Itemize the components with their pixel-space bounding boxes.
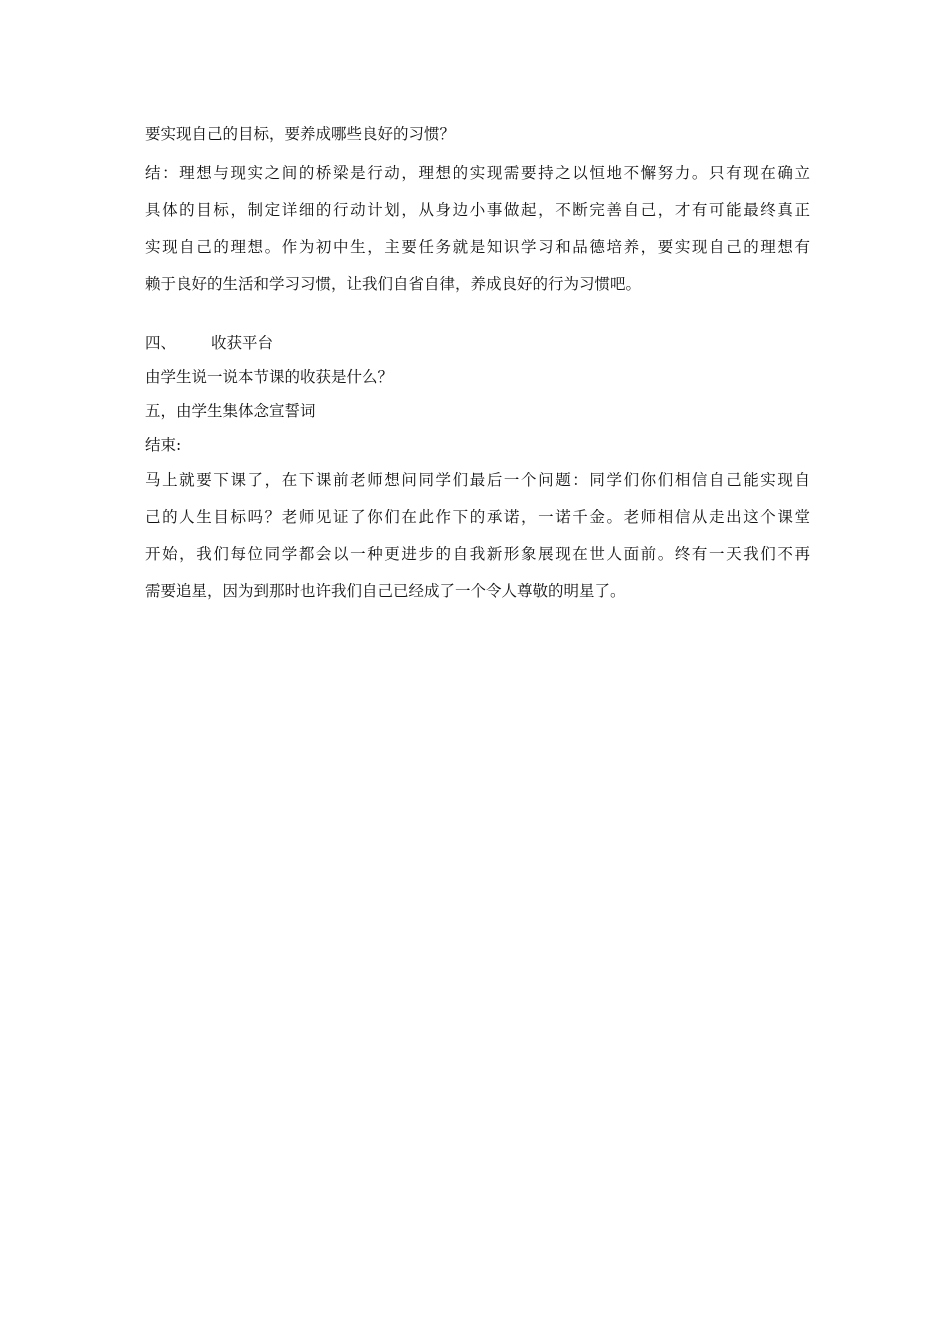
- conclusion-line: 赖于良好的生活和学习习惯，让我们自省自律，养成良好的行为习惯吧。: [145, 275, 642, 293]
- ending-label: 结束:: [145, 436, 182, 454]
- ending-line: 需要追星，因为到那时也许我们自己已经成了一个令人尊敬的明星了。: [145, 582, 626, 600]
- conclusion-line: 具体的目标，制定详细的行动计划，从身边小事做起，不断完善自己，才有可能最终真正: [145, 201, 810, 219]
- ending-paragraph: [145, 462, 810, 610]
- section-four-title: 收获平台: [211, 334, 274, 352]
- conclusion-line: 结：理想与现实之间的桥梁是行动，理想的实现需要持之以恒地不懈努力。只有现在确立: [145, 164, 810, 182]
- section-four-text: 由学生说一说本节课的收获是什么？: [145, 368, 394, 386]
- document-body: [145, 118, 810, 610]
- ending-line: 己的人生目标吗？老师见证了你们在此作下的承诺，一诺千金。老师相信从走出这个课堂: [145, 508, 810, 526]
- conclusion-line: 实现自己的理想。作为初中生，主要任务就是知识学习和品德培养，要实现自己的理想有: [145, 238, 810, 256]
- section-four-number: 四、: [145, 334, 177, 352]
- section-five-heading: 五，由学生集体念宣誓词: [145, 402, 316, 420]
- question-line: 要实现自己的目标，要养成哪些良好的习惯？: [145, 125, 456, 143]
- conclusion-paragraph: [145, 155, 810, 303]
- ending-line: 开始，我们每位同学都会以一种更进步的自我新形象展现在世人面前。终有一天我们不再: [145, 545, 810, 563]
- section-four-heading: [145, 327, 810, 360]
- ending-line: 马上就要下课了，在下课前老师想问同学们最后一个问题：同学们你们相信自己能实现自: [145, 471, 810, 489]
